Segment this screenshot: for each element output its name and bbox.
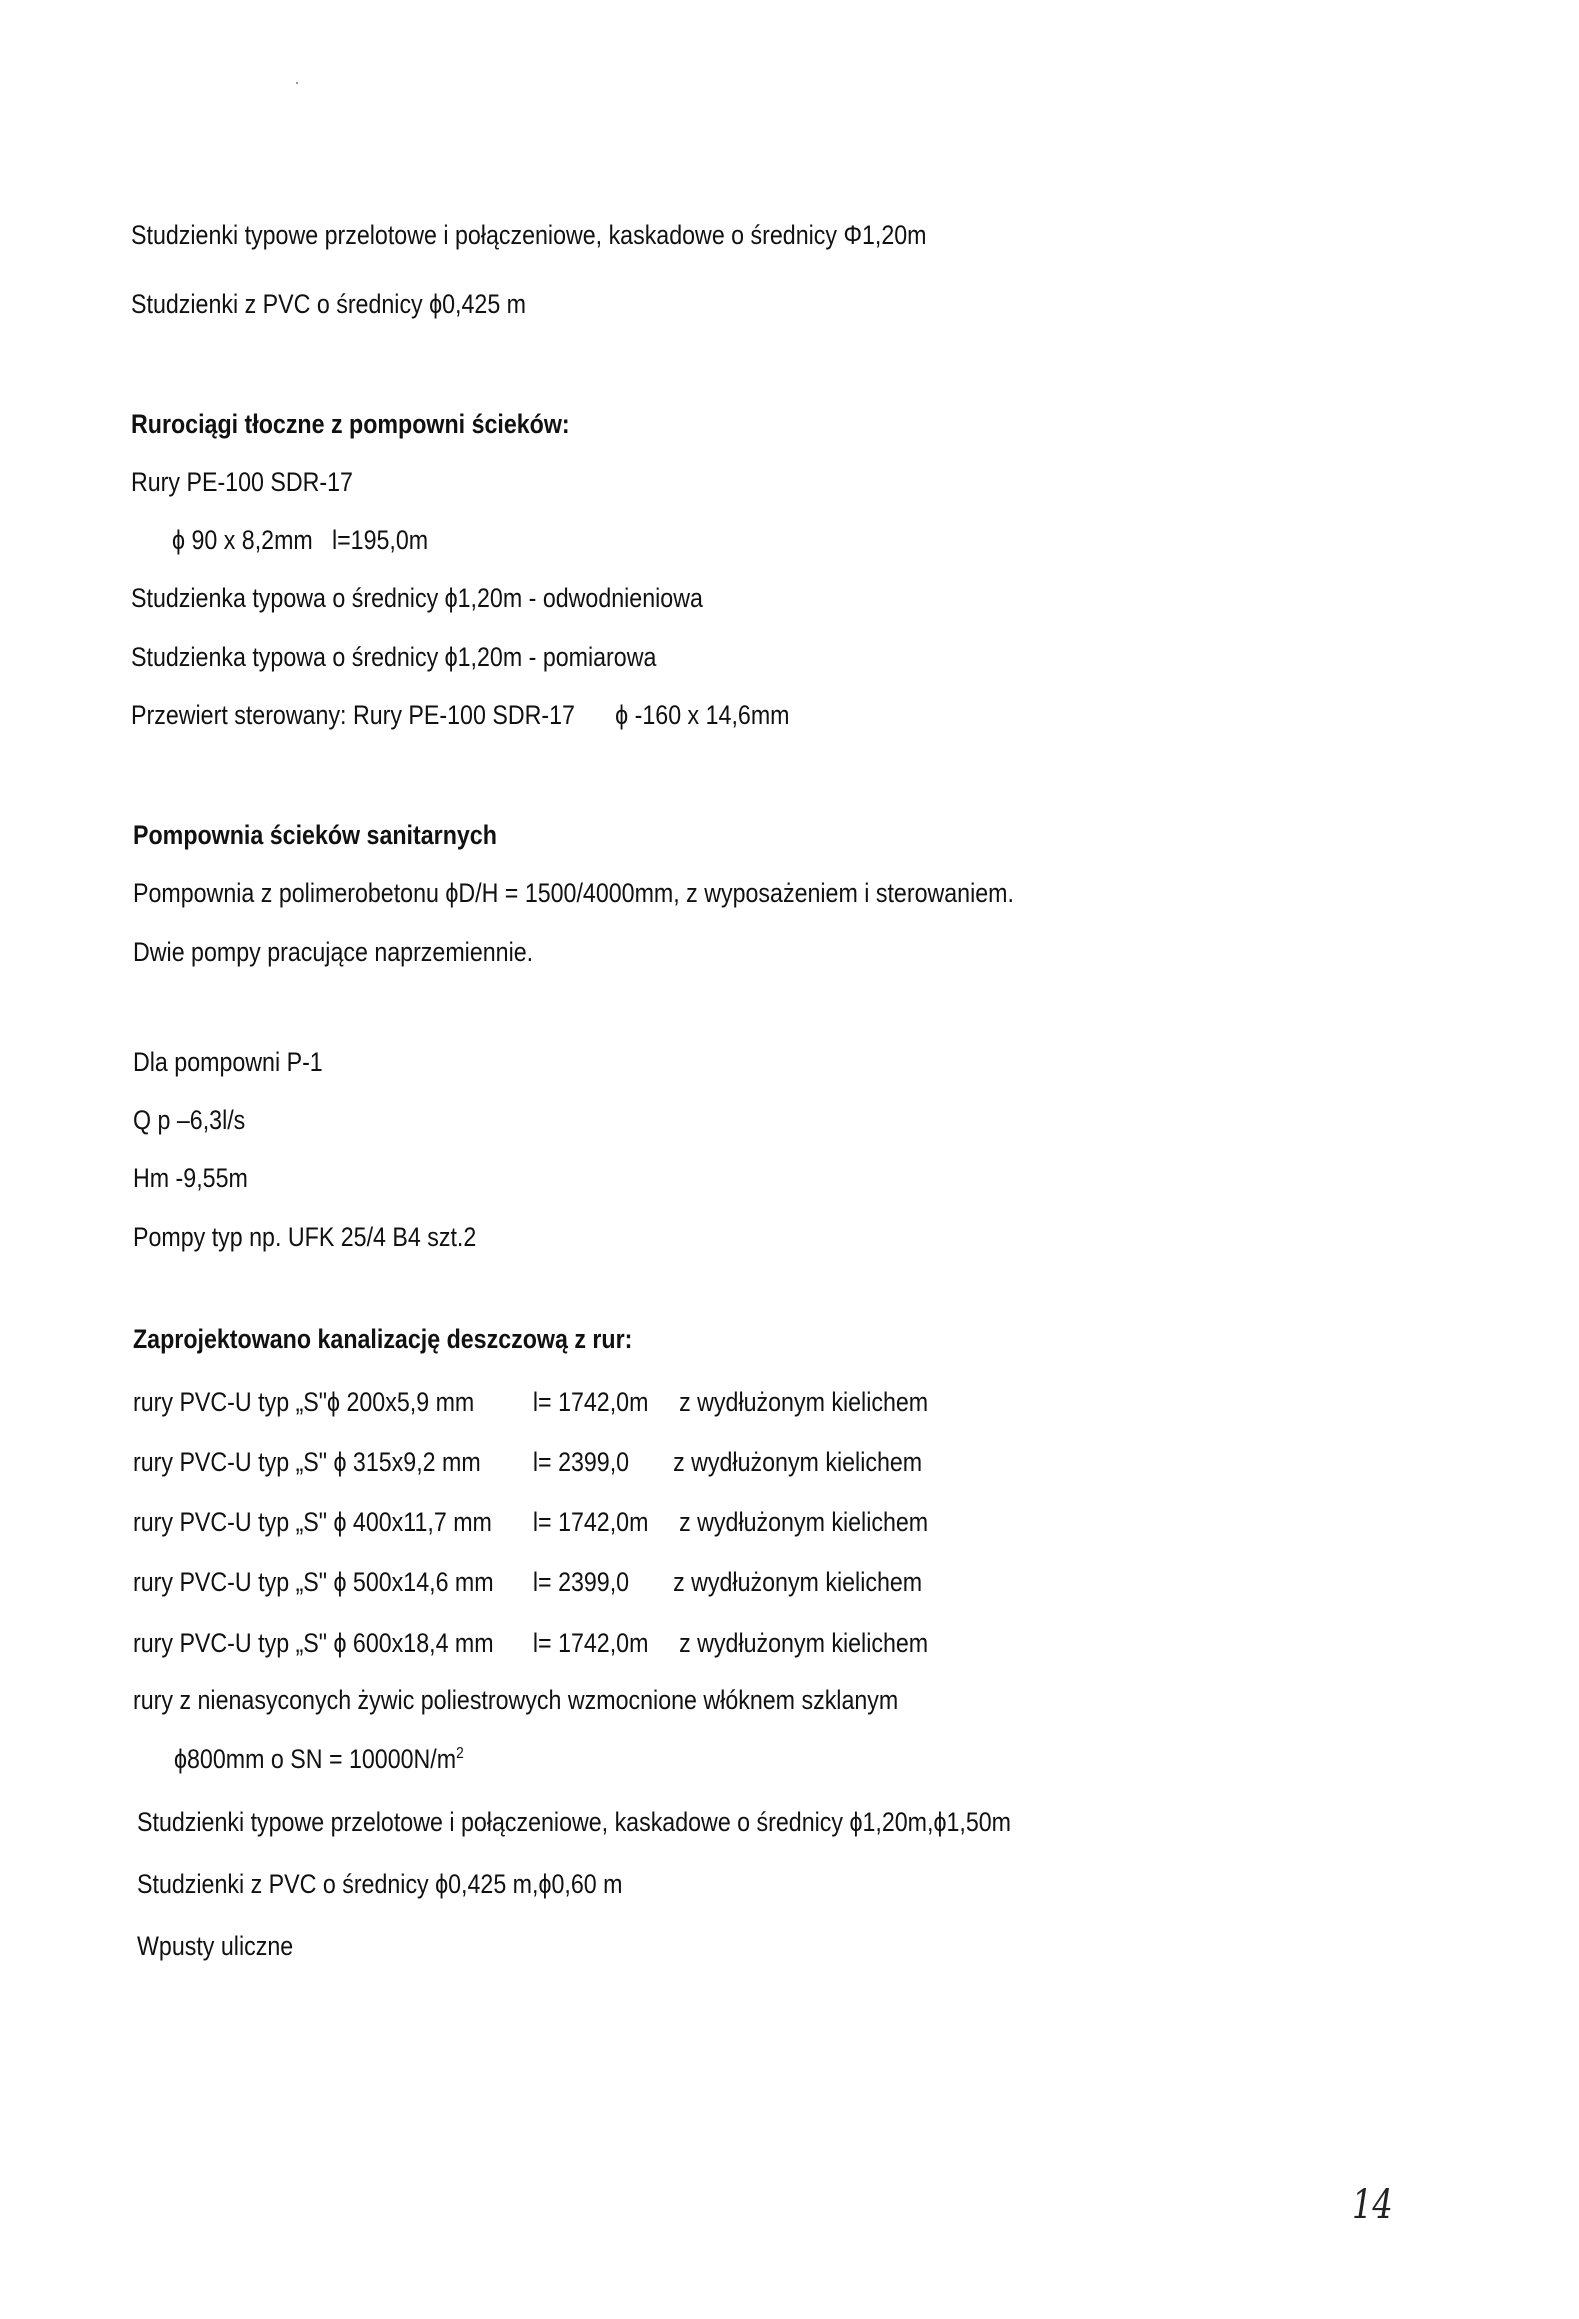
pipe-length: l= 2399,0	[532, 1567, 630, 1597]
pipe-length: l= 1742,0m	[532, 1628, 649, 1658]
text-line: Hm -9,55m	[133, 1163, 248, 1193]
resin-spec-text: ϕ800mm o SN = 10000N/m	[174, 1744, 457, 1774]
pipe-row	[133, 1445, 923, 1479]
text-line: Studzienki z PVC o średnicy ϕ0,425 m,ϕ0,60 m	[137, 1869, 623, 1899]
pipe-length: l=195,0m	[331, 525, 429, 555]
pipe-type: rury PVC-U typ „S"ϕ 200x5,9 mm	[133, 1387, 475, 1417]
pipe-note: z wydłużonym kielichem	[679, 1387, 929, 1417]
text-line: Rury PE-100 SDR-17	[131, 467, 353, 497]
pipe-row	[133, 1505, 929, 1539]
text-line: Dwie pompy pracujące naprzemiennie.	[133, 937, 534, 967]
text-line: Studzienki typowe przelotowe i połączeniowe, kaskadowe o średnicy Φ1,20m	[131, 220, 927, 250]
text-line: rury z nienasyconych żywic poliestrowych wzmocnione włóknem szklanym	[133, 1685, 899, 1715]
pipe-note: z wydłużonym kielichem	[679, 1628, 929, 1658]
pipe-length: l= 1742,0m	[532, 1387, 649, 1417]
text-line: Pompy typ np. UFK 25/4 B4 szt.2	[133, 1222, 477, 1252]
pipe-length: l= 2399,0	[532, 1447, 630, 1477]
superscript: 2	[456, 1745, 464, 1762]
text-line: Dla pompowni P-1	[133, 1047, 323, 1077]
drill-dims: ϕ -160 x 14,6mm	[615, 700, 790, 730]
pipe-type: rury PVC-U typ „S" ϕ 500x14,6 mm	[133, 1567, 494, 1597]
pipe-type: rury PVC-U typ „S" ϕ 400x11,7 mm	[133, 1507, 492, 1537]
pipe-note: z wydłużonym kielichem	[673, 1447, 923, 1477]
pipe-row	[133, 1385, 929, 1419]
pipe-note: z wydłużonym kielichem	[673, 1567, 923, 1597]
text-line: Studzienki typowe przelotowe i połączeniowe, kaskadowe o średnicy ϕ1,20m,ϕ1,50m	[137, 1807, 1012, 1837]
pipe-note: z wydłużonym kielichem	[679, 1507, 929, 1537]
text-line: Q p –6,3l/s	[133, 1105, 246, 1135]
section-heading: Zaprojektowano kanalizację deszczową z rur:	[133, 1324, 633, 1354]
pipe-dims-row	[172, 523, 429, 557]
pipe-length: l= 1742,0m	[532, 1507, 649, 1537]
pipe-type: rury PVC-U typ „S" ϕ 315x9,2 mm	[133, 1447, 481, 1477]
pipe-dims: ϕ 90 x 8,2mm	[172, 525, 313, 555]
scan-speck	[296, 82, 298, 84]
drill-label: Przewiert sterowany: Rury PE-100 SDR-17	[131, 700, 575, 730]
section-heading: Rurociągi tłoczne z pompowni ścieków:	[131, 409, 570, 439]
text-line: Studzienka typowa o średnicy ϕ1,20m - odwodnieniowa	[131, 583, 703, 613]
drill-row	[131, 698, 790, 732]
text-line: Pompownia z polimerobetonu ϕD/H = 1500/4000mm, z wyposażeniem i sterowaniem.	[133, 878, 1014, 908]
resin-spec	[174, 1742, 464, 1776]
pipe-type: rury PVC-U typ „S" ϕ 600x18,4 mm	[133, 1628, 494, 1658]
section-heading: Pompownia ścieków sanitarnych	[133, 820, 497, 850]
pipe-row	[133, 1626, 929, 1660]
text-line: Studzienka typowa o średnicy ϕ1,20m - pomiarowa	[131, 642, 657, 672]
text-line: Wpusty uliczne	[137, 1931, 294, 1961]
pipe-row	[133, 1565, 923, 1599]
text-line: Studzienki z PVC o średnicy ϕ0,425 m	[131, 289, 527, 319]
page-number: 14	[1352, 2182, 1393, 2228]
